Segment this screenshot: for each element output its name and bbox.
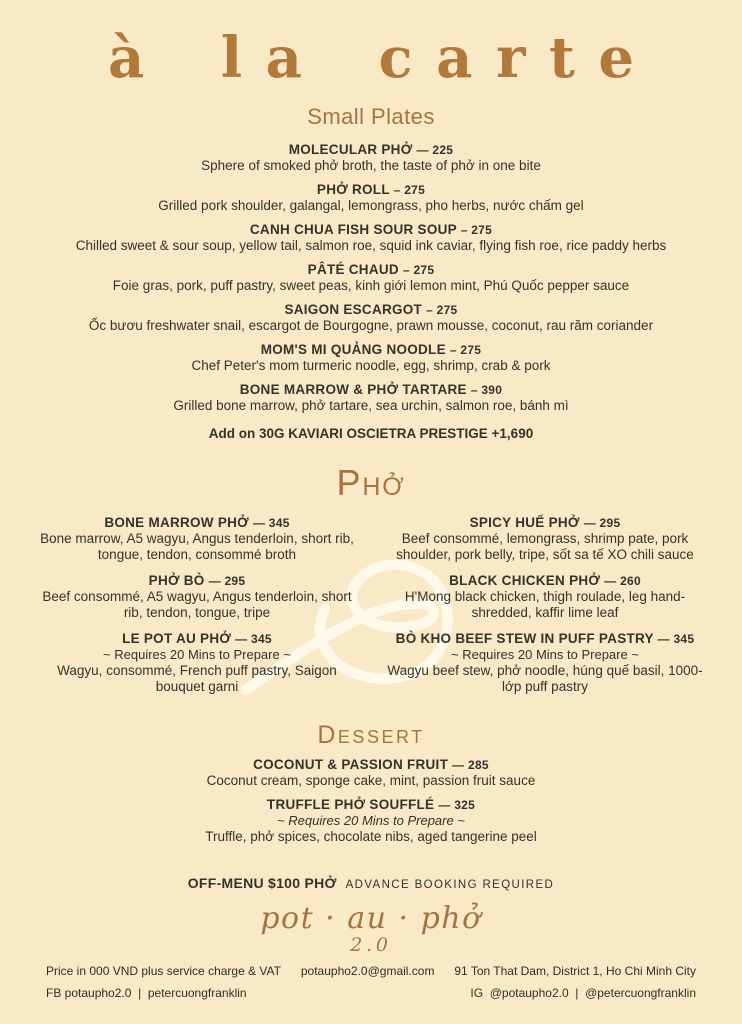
footer-email: potaupho2.0@gmail.com [300,964,435,978]
pho-right-column [380,515,710,705]
item-name: BONE MARROW & PHỞ TARTARE [239,382,467,398]
item-prep-note: ~ Requires 20 Mins to Prepare ~ [277,813,465,829]
item-description: Grilled pork shoulder, galangal, lemongrass, pho herbs, nước chấm gel [158,198,584,214]
item-name: BONE MARROW PHỞ [104,515,249,531]
off-menu-title: OFF-MENU $100 PHỞ [187,875,337,892]
off-menu-line [188,875,554,893]
footer-pricing-note: Price in 000 VND plus service charge & VAT [46,964,281,978]
item-description: Wagyu beef stew, phở noodle, húng quế basil, 1000-lớp puff pastry [387,663,703,695]
menu-item [201,142,541,174]
pho-section [32,515,710,705]
item-description: Wagyu, consommé, French puff pastry, Saigon bouquet garni [57,663,337,695]
item-description: Beef consommé, lemongrass, shrimp pate, pork shoulder, pork belly, tripe, sốt sa tế XO chili sauce [396,531,694,563]
footer-address: 91 Ton That Dam, District 1, Ho Chi Minh City [454,964,696,978]
item-description: Truffle, phở spices, chocolate nibs, aged tangerine peel [205,829,537,845]
menu-item [37,573,357,621]
menu-item [205,797,537,845]
item-name: SAIGON ESCARGOT [284,302,423,318]
item-description: Sphere of smoked phở broth, the taste of phở in one bite [201,158,541,174]
item-description: H'Mong black chicken, thigh roulade, leg hand-shredded, kaffir lime leaf [404,589,686,621]
item-name: CANH CHUA FISH SOUR SOUP [249,222,457,238]
restaurant-logo [260,903,481,955]
item-price: — 285 [452,758,489,773]
menu-item [37,631,357,695]
item-description: Bone marrow, A5 wagyu, Angus tenderloin, short rib, tongue, tendon, consommé broth [40,531,354,563]
item-price: — 345 [252,516,290,531]
dessert-heading: Dessert [317,721,425,750]
item-name: LE POT AU PHỞ [122,631,232,647]
menu-item [37,515,357,563]
item-prep-note: ~ Requires 20 Mins to Prepare ~ [103,647,291,663]
footer-left [46,964,281,1000]
item-price: – 275 [393,183,426,198]
menu-item [113,262,629,294]
item-price: – 275 [460,223,493,238]
menu-item [385,573,705,621]
item-name: MOLECULAR PHỞ [288,142,413,158]
small-plates-section [76,142,667,441]
item-name: BLACK CHICKEN PHỞ [449,573,601,589]
footer-center [301,964,435,1000]
footer [0,964,742,1000]
footer-facebook-handles: FB potaupho2.0 | petercuongfranklin [46,986,247,1000]
item-name: TRUFFLE PHỞ SOUFFLÉ [266,797,435,813]
item-description: Beef consommé, A5 wagyu, Angus tenderloin, short rib, tendon, tongue, tripe [42,589,352,621]
item-description: Foie gras, pork, puff pastry, sweet peas, kinh giới lemon mint, Phú Quốc pepper sauce [112,278,630,294]
item-name: BÒ KHO BEEF STEW IN PUFF PASTRY [395,631,654,647]
item-price: — 345 [235,632,272,647]
item-name: PHỞ BÒ [148,573,205,589]
item-prep-note: ~ Requires 20 Mins to Prepare ~ [451,647,639,663]
item-description: Chef Peter's mom turmeric noodle, egg, shrimp, crab & pork [191,358,551,374]
item-price: — 295 [583,516,621,531]
item-price: – 390 [470,383,503,398]
off-menu-booking-note: ADVANCE BOOKING REQUIRED [345,879,555,892]
item-price: — 325 [438,798,476,813]
item-price: — 345 [657,632,695,647]
item-name: SPICY HUẾ PHỞ [469,515,580,531]
item-name: COCONUT & PASSION FRUIT [253,757,449,773]
dessert-section [205,757,537,853]
pho-heading: Phở [336,462,406,504]
logo-version: 2.0 [350,934,392,957]
item-name: MOM'S MI QUẢNG NOODLE [260,342,446,358]
item-description: Chilled sweet & sour soup, yellow tail, salmon roe, squid ink caviar, flying fish roe, rice paddy herbs [75,238,667,254]
item-price: – 275 [402,263,435,278]
small-plates-heading: Small Plates [307,104,435,130]
menu-item [89,302,653,334]
menu-item [158,182,583,214]
logo-script-text: pot · au · phở [260,901,482,937]
item-price: — 295 [208,574,246,589]
item-name: PÂTÉ CHAUD [307,262,399,278]
menu-item [385,631,705,695]
item-price: — 260 [604,574,641,589]
footer-instagram-handles: IG @potaupho2.0 | @petercuongfranklin [470,986,696,1000]
item-name: PHỞ ROLL [316,182,390,198]
menu-item [207,757,536,789]
menu-item [76,222,667,254]
item-price: – 275 [449,343,482,358]
footer-right [454,964,696,1000]
item-description: Grilled bone marrow, phở tartare, sea urchin, salmon roe, bánh mì [173,398,569,414]
menu-item [173,382,568,414]
caviar-addon-line: Add on 30G KAVIARI OSCIETRA PRESTIGE +1,690 [208,426,534,442]
page-title: à la carte [107,25,658,91]
item-description: Coconut cream, sponge cake, mint, passion fruit sauce [206,773,536,789]
menu-item [385,515,705,563]
item-description: Ốc bươu freshwater snail, escargot de Bourgogne, prawn mousse, coconut, rau răm coriander [88,318,654,334]
item-price: — 225 [416,143,454,158]
menu-item [192,342,551,374]
item-price: – 275 [426,303,458,318]
pho-left-column [32,515,362,705]
